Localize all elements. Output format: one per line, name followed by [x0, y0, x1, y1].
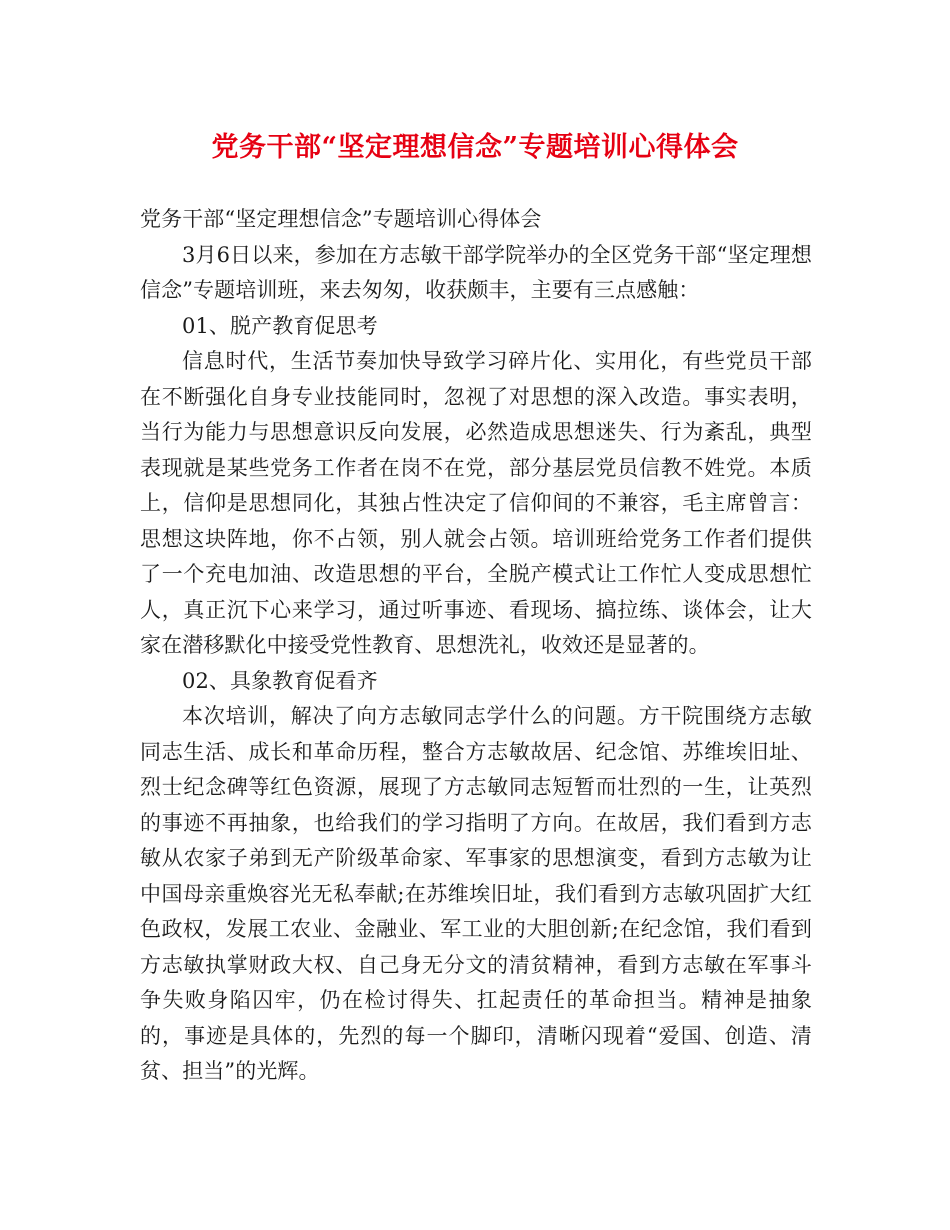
intro-paragraph: 3月6日以来，参加在方志敏干部学院举办的全区党务干部“坚定理想信念”专题培训班，来去匆匆，收获颇丰，主要有三点感触：: [140, 242, 812, 302]
section-heading-02: 02、具象教育促看齐: [182, 668, 378, 693]
subtitle-paragraph: 党务干部“坚定理想信念”专题培训心得体会: [140, 207, 542, 231]
page-title: 党务干部“坚定理想信念”专题培训心得体会: [211, 132, 739, 163]
body-paragraph: 信息时代，生活节奏加快导致学习碎片化、实用化，有些党员干部在不断强化自身专业技能同时，忽视了对思想的深入改造。事实表明，当行为能力与思想意识反向发展，必然造成思想迷失、行为紊乱，典型表现就是某些党务工作者在岗不在党，部分基层党员信教不姓党。本质上，信仰是思想同化，其独占性决定了信仰间的不兼容，毛主席曾言：思想这块阵地，你不占领，别人就会占领。培训班给党务工作者们提供了一个充电加油、改造思想的平台，全脱产模式让工作忙人变成思想忙人，真正沉下心来学习，通过听事迹、看现场、搞拉练、谈体会，让大家在潜移默化中接受党性教育、思想洗礼，收效还是显著的。: [140, 349, 812, 657]
document-body: [140, 202, 812, 1090]
body-paragraph: 本次培训，解决了向方志敏同志学什么的问题。方干院围绕方志敏同志生活、成长和革命历程，整合方志敏故居、纪念馆、苏维埃旧址、烈士纪念碑等红色资源，展现了方志敏同志短暂而壮烈的一生，让英烈的事迹不再抽象，也给我们的学习指明了方向。在故居，我们看到方志敏从农家子弟到无产阶级革命家、军事家的思想演变，看到方志敏为让中国母亲重焕容光无私奉献;在苏维埃旧址，我们看到方志敏巩固扩大红色政权，发展工农业、金融业、军工业的大胆创新;在纪念馆，我们看到方志敏执掌财政大权、自己身无分文的清贫精神，看到方志敏在军事斗争失败身陷囚牢，仍在检讨得失、扛起责任的革命担当。精神是抽象的，事迹是具体的，先烈的每一个脚印，清晰闪现着“爱国、创造、清贫、担当”的光辉。: [140, 704, 812, 1083]
section-heading-01: 01、脱产教育促思考: [182, 313, 378, 338]
